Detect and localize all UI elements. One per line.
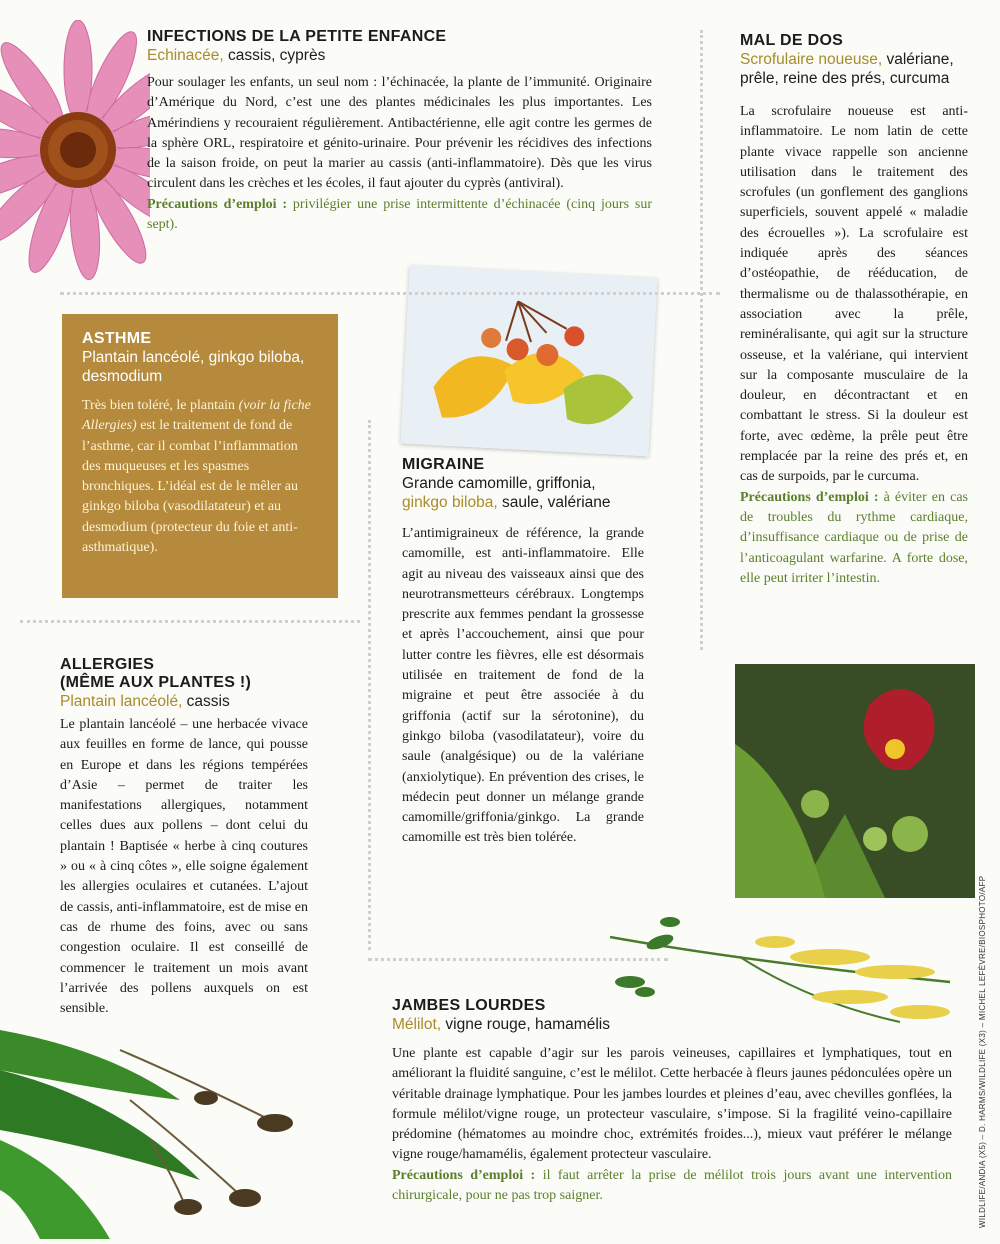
separator-vertical-center — [368, 420, 371, 950]
separator-top — [60, 292, 720, 295]
jambes-title: JAMBES LOURDES — [392, 997, 546, 1014]
maldedos-plants-highlight: Scrofulaire noueuse, — [740, 51, 883, 68]
allergies-title-line1: ALLERGIES — [60, 656, 155, 673]
jambes-plants-rest: vigne rouge, hamamélis — [441, 1016, 610, 1033]
jambes-precautions — [392, 1166, 952, 1207]
infections-precautions-text: privilégier une prise intermittente d’échinacée (cinq jours sur sept). — [147, 196, 652, 233]
migraine-plants-highlight: ginkgo biloba, — [402, 494, 498, 511]
jambes-precautions-label: Précautions d’emploi : — [392, 1167, 536, 1183]
infections-precautions-label: Précautions d’emploi : — [147, 196, 288, 212]
asthme-plants: Plantain lancéolé, ginkgo biloba, desmodium — [82, 349, 305, 385]
migraine-plants-part-a: Grande camomille, griffonia, — [402, 475, 596, 492]
maldedos-plants-rest: valériane, prêle, reine des prés, curcuma — [740, 51, 954, 87]
separator-vertical-right — [700, 30, 703, 650]
section-infections — [147, 28, 652, 235]
allergies-plants-rest: cassis — [182, 693, 230, 710]
asthme-body-part-b: est le traitement de fond de l’asthme, car il combat l’inflammation des muqueuses et les spasmes bronchiques. L’idéal est de le mêler au ginkgo biloba (vasodilatateur) et au desmodium (protecteur du foie et anti-asthmatique). — [82, 418, 299, 556]
infections-plants-rest: cassis, cyprès — [223, 47, 326, 64]
migraine-title: MIGRAINE — [402, 456, 485, 473]
migraine-body: L’antimigraineux de référence, la grande camomille, est anti-inflammatoire. Elle agit au niveau des vaisseaux ainsi que des neurotransmetteurs cérébraux. Longtemps prescrite aux femmes pendant la grossesse et après l’accouchement, ainsi que pour lutter contre les fièvres, elle est désormais utilisée en traitement de fond de la migraine et peut être associée à du griffonia (actif sur la sérotonine), du ginkgo biloba (vasodilatateur), voire du saule (analgésique) ou de la valériane (anxiolytique). En prévention des crises, le médecin peut donner un mélange grande camomille/griffonia/ginkgo. La grande camomille est très bien tolérée. — [402, 526, 644, 846]
allergies-plants — [60, 692, 308, 711]
jambes-plants-highlight: Mélilot, — [392, 1016, 442, 1033]
asthme-body-part-a: Très bien toléré, le plantain — [82, 398, 239, 413]
section-migraine — [402, 456, 644, 849]
infections-precautions — [147, 195, 652, 236]
maldedos-title: MAL DE DOS — [740, 32, 844, 49]
maldedos-body: La scrofulaire noueuse est anti-inflammatoire. Le nom latin de cette plante vivace rappelle son ancienne utilisation dans le traitement des scrofules (un gonflement des ganglions superficiels, souvent appelé « maladie des écrouelles »). La scrofulaire est indiquée après des séances d’ostéopathie, de rééducation, de thermalisme ou de thalassothérapie, en association avec la prêle, reminéralisante, qui agit sur la structure osseuse, et la valériane, qui intervient sur la composante musculaire de la douleur, en décontractant et en combattant le stress. Si la douleur est forte, avec œdème, la prêle peut être remplacée par la reine des prés et, en cas de surpoids, par le curcuma. — [740, 104, 968, 485]
section-mal-de-dos — [740, 32, 968, 589]
maldedos-precautions — [740, 488, 968, 589]
asthme-body-em: (voir la fiche Allergies) — [82, 398, 311, 434]
section-allergies — [60, 656, 308, 1019]
section-jambes-lourdes — [392, 997, 952, 1206]
maldedos-precautions-text: à éviter en cas de troubles du rythme cardiaque, d’insuffisance cardiaque ou de prise de l’anticoagulant warfarine. A forte dose, elle peut irriter l’intestin. — [740, 489, 968, 586]
maldedos-plants — [740, 50, 968, 88]
jambes-plants — [392, 1015, 952, 1034]
scrofulaire-photo — [735, 664, 975, 898]
allergies-plants-highlight: Plantain lancéolé, — [60, 693, 183, 710]
asthme-body — [82, 396, 318, 558]
plantain-plant-image — [0, 1010, 320, 1239]
jambes-body: Une plante est capable d’agir sur les parois veineuses, capillaires et lymphatiques, tout en améliorant la fluidité sanguine, c’est le mélilot. Cette herbacée à fleurs jaunes pédonculées opère un véritable drainage lymphatique. Pour les jambes lourdes et pleines d’eau, avec chevilles gonflées, la formule mélilot/vigne rouge, un protecteur vasculaire, s’impose. Si la fragilité veino-capillaire prédomine (hématomes au moindre choc, extrémités froides...), mieux vaut préférer le mélange vigne rouge/hamamélis, également protecteur vasculaire. — [392, 1046, 952, 1163]
infections-body: Pour soulager les enfants, un seul nom : l’échinacée, la plante de l’immunité. Originaire d’Amérique du Nord, c’est une des plantes médicinales les plus importantes. Les Amérindiens y recouraient régulièrement. Antibactérienne, elle agit contre les germes de la sphère ORL, respiratoire et génito-urinaire. Pour prévenir les récidives des infections de la saison froide, on peut la marier au cassis (anti-inflammatoire). Dès que les virus circulent dans les crèches et les écoles, il faut ajouter du cyprès (antiviral). — [147, 75, 652, 192]
echinacea-flower-image — [0, 20, 150, 280]
separator-bottom — [368, 958, 668, 961]
infections-plants — [147, 46, 652, 65]
photo-credit: WILDLIFE/ANDIA (X5) – D. HARMS/WILDLIFE (X3) – MICHEL LEFÈVRE/BIOSPHOTO/AFP — [978, 875, 987, 1228]
section-asthme — [62, 314, 338, 598]
allergies-body: Le plantain lancéolé – une herbacée vivace aux feuilles en forme de lance, qui pousse en Europe et dans les régions tempérées d’Asie – permet de traiter les manifestations allergiques, notamment celles dues aux pollens – dont celui du plantain ! Baptisée « herbe à cinq coutures » ou « à cinq côtes », elle soigne également les allergies oculaires et cutanées. L’ajout de cassis, anti-inflammatoire, est de mise en cas de rhume des foins, avec ou sans congestion oculaire. Il est conseillé de commencer le traitement un mois avant l’arrivée des pollens auxquels on est sensible. — [60, 717, 308, 1017]
migraine-plants — [402, 474, 644, 512]
jambes-precautions-text: il faut arrêter la prise de mélilot trois jours avant une intervention chirurgicale, pour ne pas trop saigner. — [392, 1167, 952, 1204]
maldedos-precautions-label: Précautions d’emploi : — [740, 489, 879, 505]
infections-plants-highlight: Echinacée, — [147, 47, 224, 64]
infections-title: INFECTIONS DE LA PETITE ENFANCE — [147, 28, 447, 45]
asthme-title: ASTHME — [82, 330, 152, 347]
migraine-plants-part-b: saule, valériane — [497, 494, 611, 511]
allergies-title-line2: (MÊME AUX PLANTES !) — [60, 674, 252, 691]
separator-left-mid — [20, 620, 360, 623]
